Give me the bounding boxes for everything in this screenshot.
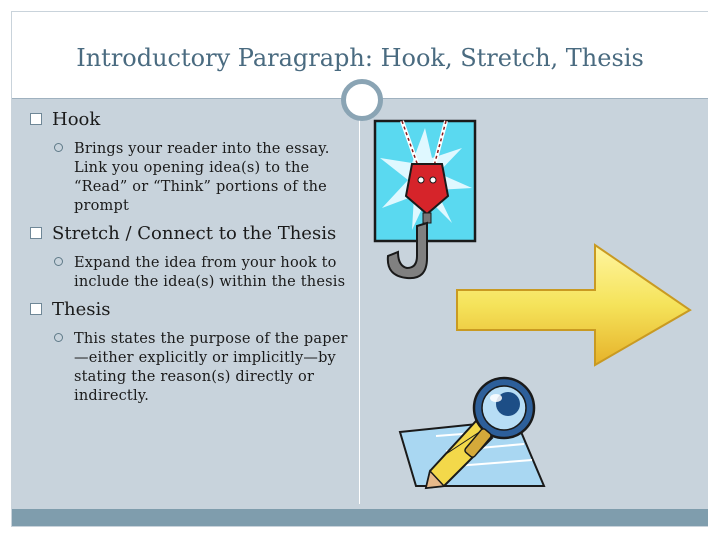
bullet-thesis-detail-item [22, 330, 352, 406]
circle-bullet-icon [54, 143, 63, 152]
bullet-thesis-detail: This states the purpose of the paper—either explicitly or implicitly—by stating the reason(s) directly or indirectly. [74, 331, 348, 404]
bullet-hook [22, 110, 352, 130]
square-bullet-icon [30, 227, 42, 239]
bullet-thesis-heading: Thesis [52, 299, 111, 320]
bullet-stretch [22, 224, 352, 244]
bullet-thesis [22, 300, 352, 320]
magnifying-glass-pencil-clipart-icon [396, 376, 556, 491]
bullet-hook-detail: Brings your reader into the essay. Link you opening idea(s) to the “Read” or “Think” portions of the prompt [74, 141, 330, 214]
bullet-stretch-detail: Expand the idea from your hook to include the idea(s) within the thesis [74, 255, 346, 290]
circle-bullet-icon [54, 257, 63, 266]
bullet-hook-detail-item [22, 140, 352, 216]
slide-title: Introductory Paragraph: Hook, Stretch, Thesis [76, 44, 644, 72]
square-bullet-icon [30, 303, 42, 315]
circle-bullet-icon [54, 333, 63, 342]
bullet-hook-heading: Hook [52, 109, 101, 130]
bullet-stretch-detail-item [22, 254, 352, 292]
column-divider [359, 118, 360, 504]
bullet-stretch-heading: Stretch / Connect to the Thesis [52, 223, 337, 244]
square-bullet-icon [30, 113, 42, 125]
arrow-right-clipart-icon [455, 240, 695, 370]
footer-bar [12, 509, 708, 526]
bullet-list [22, 110, 352, 412]
